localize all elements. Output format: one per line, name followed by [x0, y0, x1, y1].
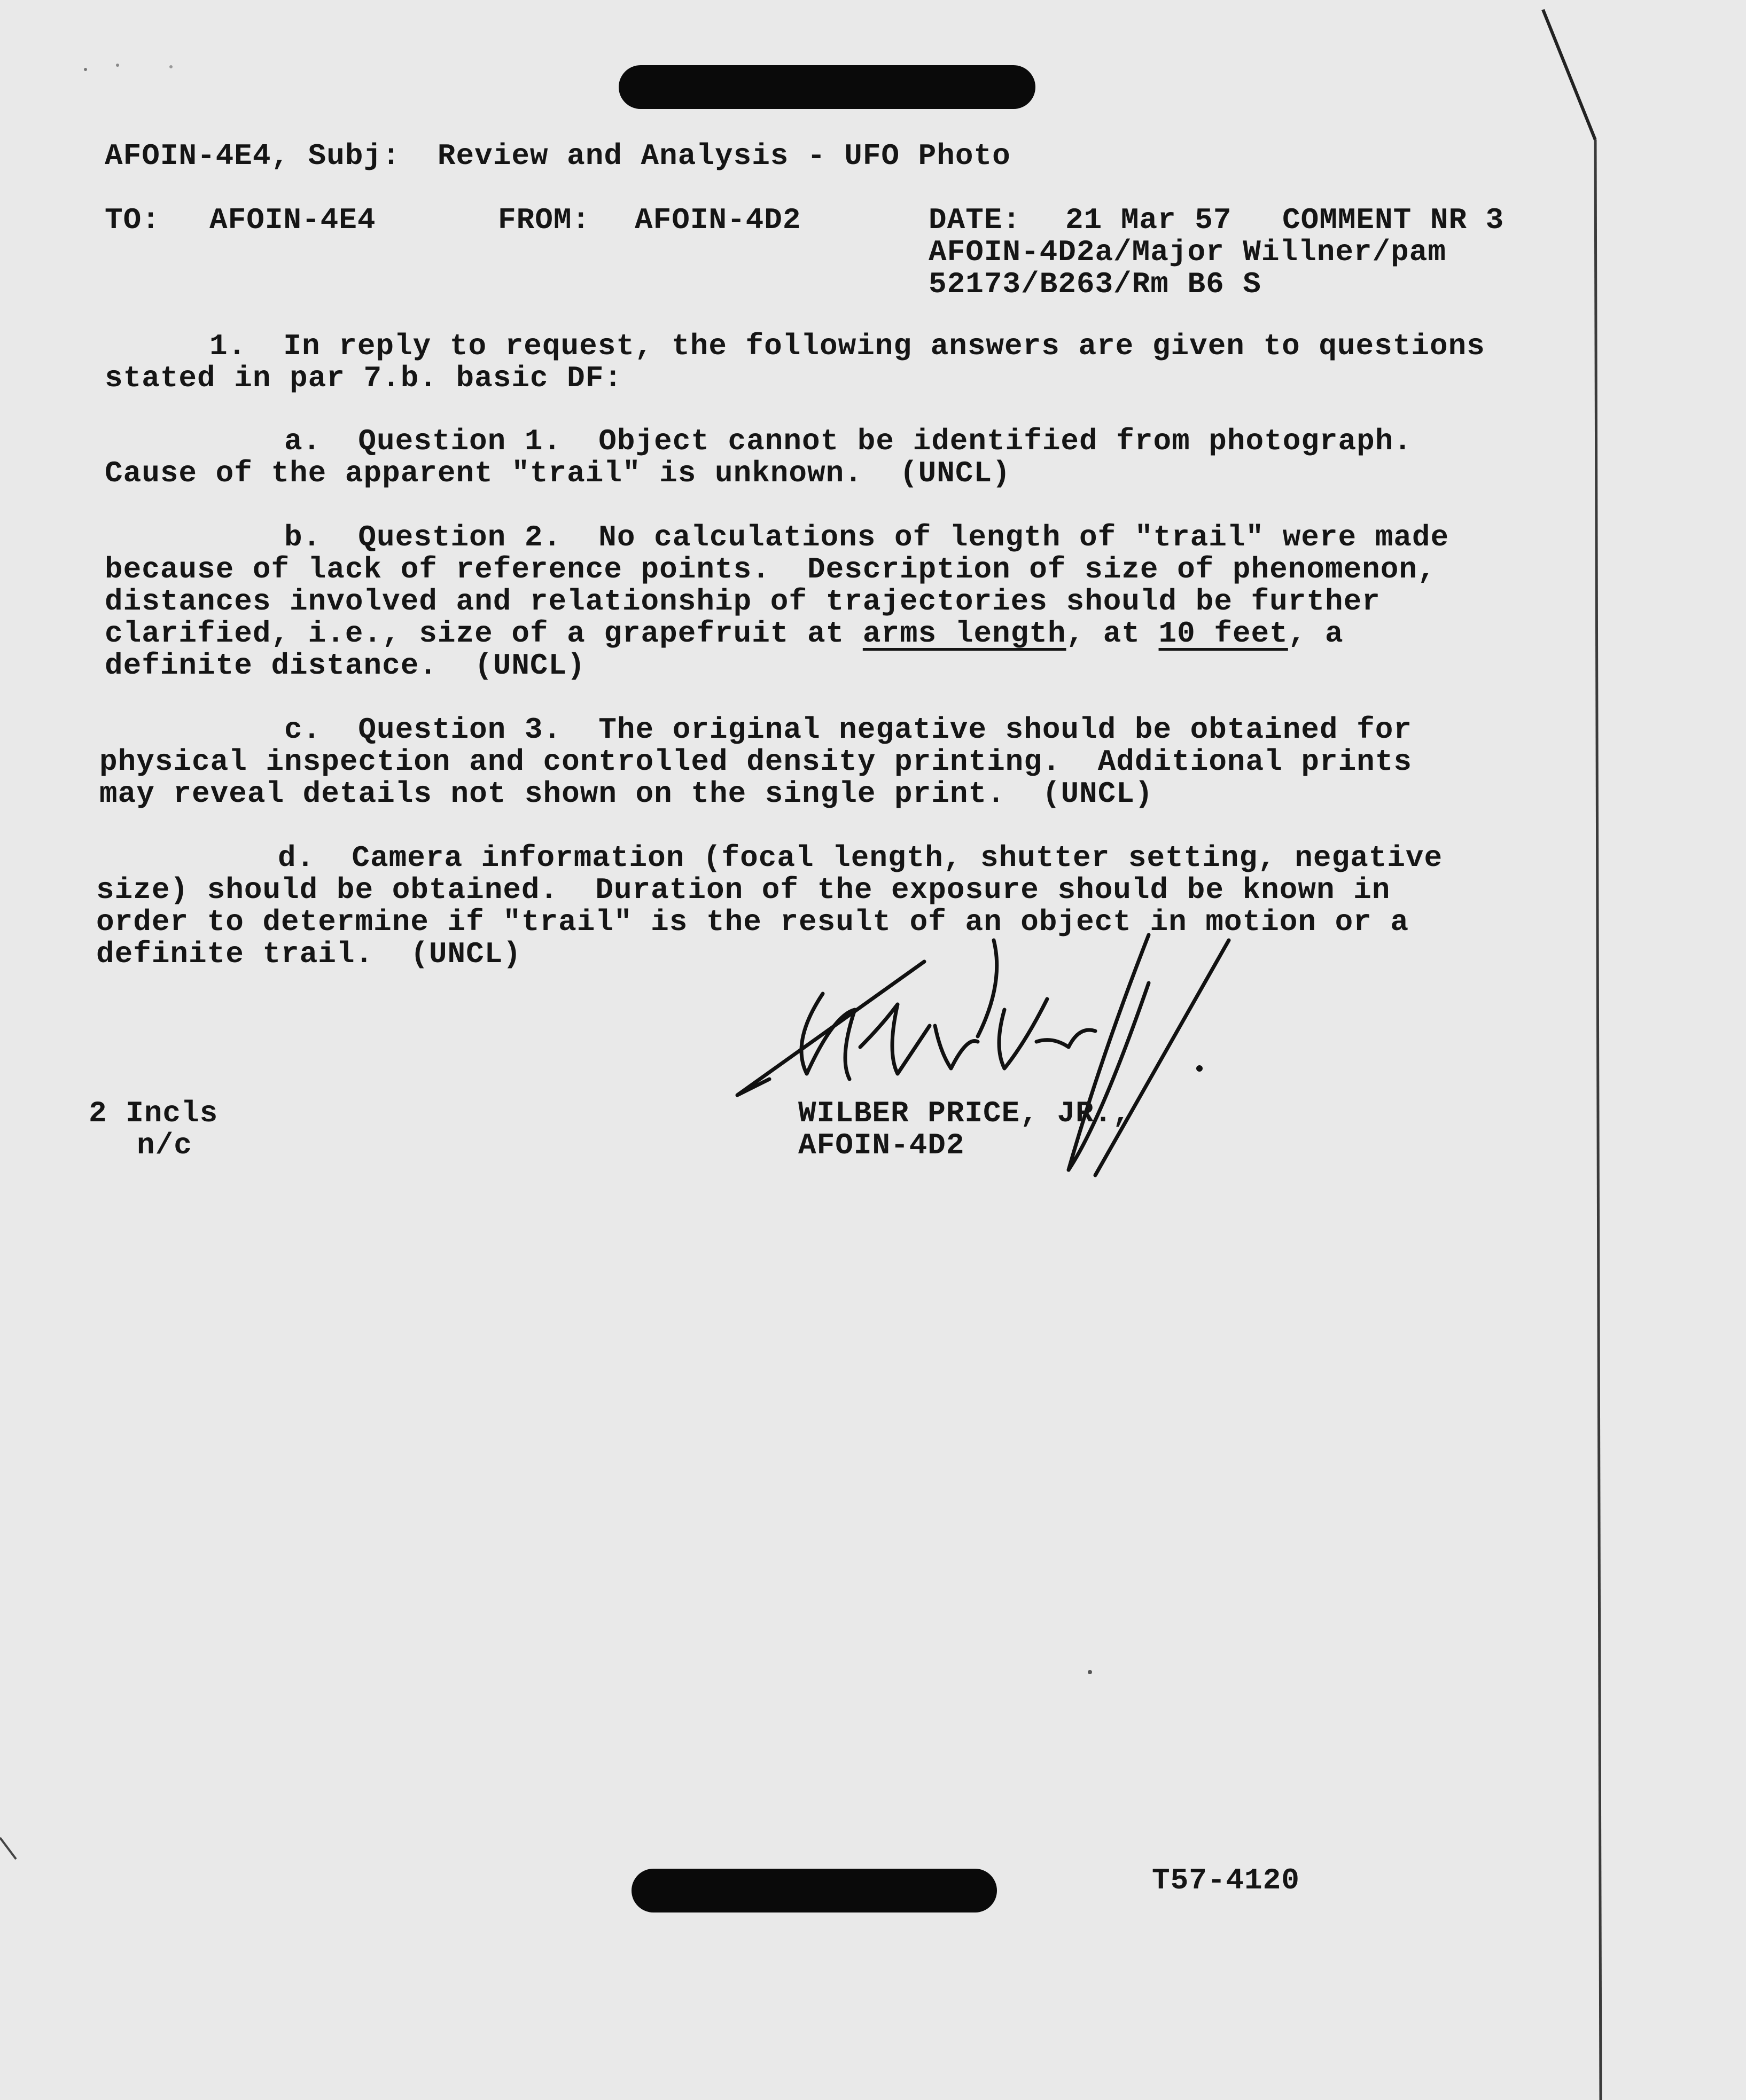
item-d-line-3: order to determine if "trail" is the result of an object in motion or a: [96, 905, 1409, 939]
item-b-line-2: because of lack of reference points. Description of size of phenomenon,: [105, 552, 1436, 587]
item-b-line-4-end: , a: [1288, 616, 1344, 651]
redaction-bar-bottom: [632, 1869, 997, 1912]
subject-line: AFOIN-4E4, Subj: Review and Analysis - UFO Photo: [105, 139, 1011, 173]
item-c-line-3: may reveal details not shown on the single print. (UNCL): [99, 777, 1153, 811]
enclosures-note: n/c: [137, 1128, 192, 1162]
underlined-10-feet: 10 feet: [1158, 616, 1288, 651]
document-number: T57-4120: [1152, 1863, 1300, 1898]
item-d-line-2: size) should be obtained. Duration of the exposure should be known in: [96, 873, 1391, 907]
item-b-line-4: [105, 618, 1344, 650]
enclosures-count: 2 Incls: [89, 1096, 219, 1130]
item-b-line-4-mid: , at: [1066, 616, 1159, 651]
item-a-line-2: Cause of the apparent "trail" is unknown. (UNCL): [105, 456, 1011, 490]
to-label: TO:: [105, 203, 160, 237]
redaction-bar-top: [619, 65, 1035, 109]
date-label: DATE:: [929, 203, 1022, 237]
item-b-line-4-start: clarified, i.e., size of a grapefruit at: [105, 616, 863, 651]
paragraph-1-line-1: 1. In reply to request, the following answers are given to questions: [209, 329, 1485, 363]
item-b-line-3: distances involved and relationship of trajectories should be further: [105, 584, 1381, 619]
item-b-line-5: definite distance. (UNCL): [105, 649, 586, 683]
item-c-line-1: c. Question 3. The original negative should be obtained for: [284, 713, 1412, 747]
item-d-line-1: d. Camera information (focal length, shutter setting, negative: [278, 841, 1443, 875]
item-d-line-4: definite trail. (UNCL): [96, 937, 521, 971]
office-line: AFOIN-4D2a/Major Willner/pam: [929, 235, 1446, 269]
phone-line: 52173/B263/Rm B6 S: [929, 267, 1261, 301]
item-b-line-1: b. Question 2. No calculations of length of "trail" were made: [284, 520, 1449, 555]
paragraph-1-line-2: stated in par 7.b. basic DF:: [105, 361, 622, 395]
from-value: AFOIN-4D2: [635, 203, 801, 237]
to-value: AFOIN-4E4: [209, 203, 376, 237]
item-a-line-1: a. Question 1. Object cannot be identified from photograph.: [284, 424, 1412, 458]
signer-office: AFOIN-4D2: [798, 1128, 965, 1162]
from-label: FROM:: [498, 203, 591, 237]
underlined-arms-length: arms length: [862, 616, 1066, 651]
signer-name: WILBER PRICE, JR.,: [798, 1096, 1131, 1130]
date-value: 21 Mar 57: [1065, 203, 1232, 237]
comment-number: COMMENT NR 3: [1282, 203, 1505, 237]
item-c-line-2: physical inspection and controlled density printing. Additional prints: [99, 745, 1412, 779]
